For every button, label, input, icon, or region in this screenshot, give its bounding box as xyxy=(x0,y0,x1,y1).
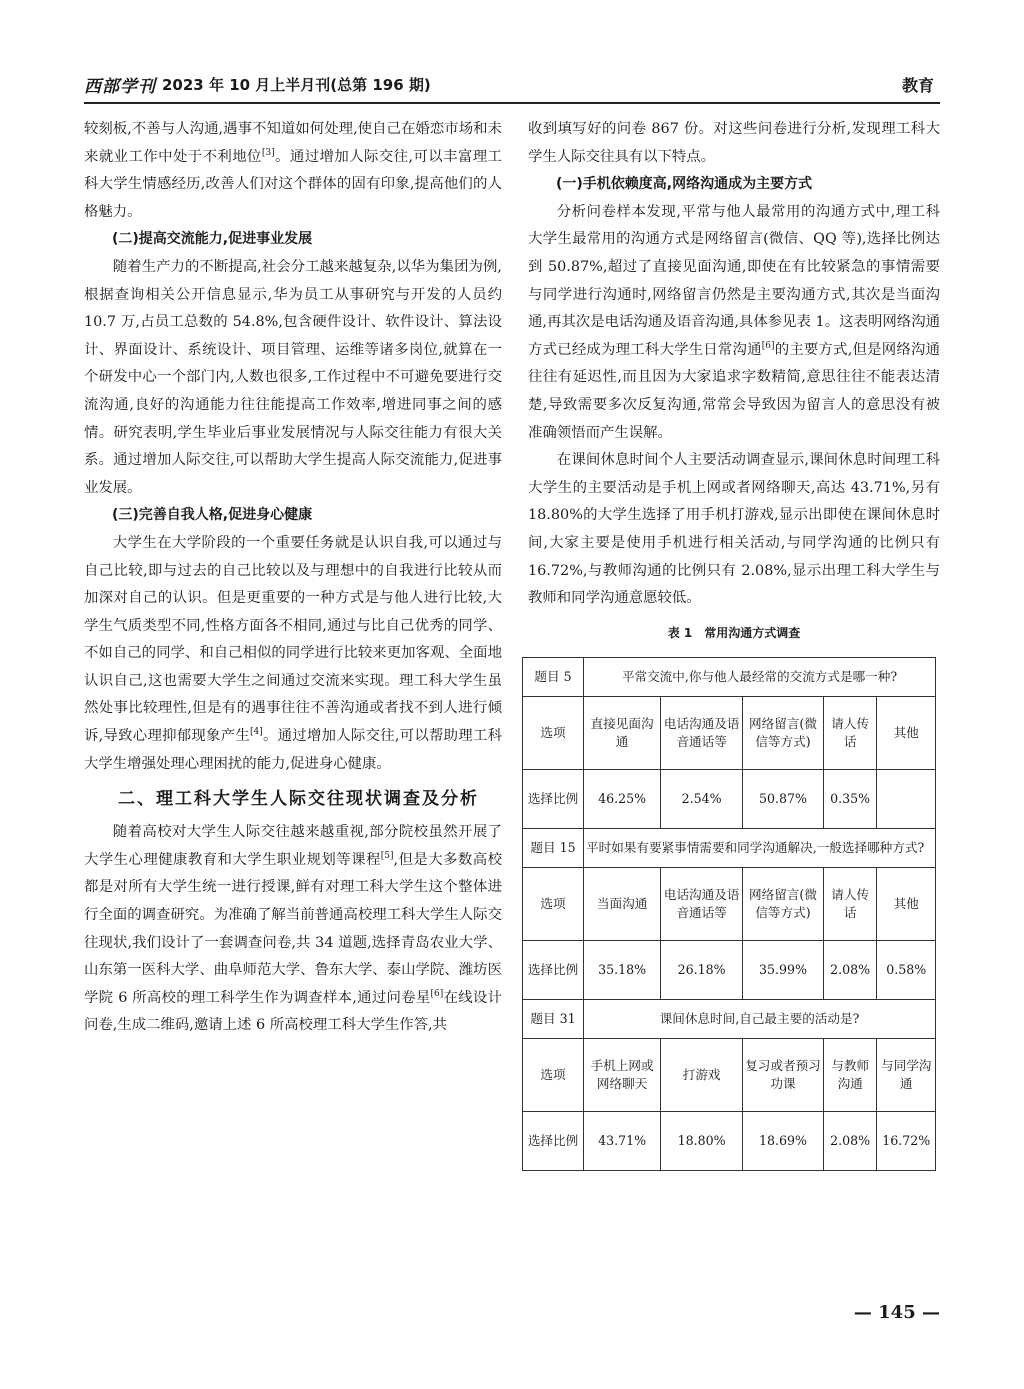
table-cell: 与教师沟通 xyxy=(823,1038,877,1111)
table-cell: 与同学沟通 xyxy=(877,1038,936,1111)
citation: [5] xyxy=(380,851,394,862)
row-label: 选项 xyxy=(523,696,584,769)
table-cell: 26.18% xyxy=(661,940,743,999)
row-label: 选择比例 xyxy=(523,940,584,999)
table-row xyxy=(523,769,936,828)
section-name: 教育 xyxy=(901,76,934,95)
paragraph: 收到填写好的问卷 867 份。对这些问卷进行分析,发现理工科大学生人际交往具有以下特点。 xyxy=(528,121,940,165)
table-cell: 请人传话 xyxy=(823,696,877,769)
row-label: 选择比例 xyxy=(523,1111,584,1170)
survey-table xyxy=(522,657,936,1171)
citation: [3] xyxy=(261,147,275,158)
table-cell: 直接见面沟通 xyxy=(584,696,661,769)
citation: [4] xyxy=(250,727,263,738)
citation: [6] xyxy=(761,340,775,351)
subsection-heading: (二)提高交流能力,促进事业发展 xyxy=(112,231,313,248)
table-cell: 43.71% xyxy=(584,1111,661,1170)
table-cell: 打游戏 xyxy=(661,1038,743,1111)
section-heading: 二、理工科大学生人际交往现状调查及分析 xyxy=(118,789,479,810)
right-column xyxy=(528,116,940,1171)
row-label: 选项 xyxy=(523,1038,584,1111)
paragraph: 随着生产力的不断提高,社会分工越来越复杂,以华为集团为例,根据查询相关公开信息显示,华为员工从事研究与开发的人员约 10.7 万,占员工总数的 54.8%,包含硬件设计、软件设计、算法设计、界面设计、系统设计、项目管理、运维等诸多岗位,就算在一个研发中心一个部门内,人数也很多,工作过程中不可避免要进行交流沟通,良好的沟通能力往往能提高工作效率,增进同事之间的感情。研究表明,学生毕业后事业发展情况与人际交往能力有很大关系。通过增加人际交往,可以帮助大学生提高人际交流能力,促进事业发展。 xyxy=(84,258,502,496)
table-row xyxy=(523,999,936,1038)
table-cell: 电话沟通及语音通话等 xyxy=(661,867,743,940)
question-label: 题目 15 xyxy=(523,828,584,867)
table-cell: 0.58% xyxy=(877,940,936,999)
table-row xyxy=(523,1111,936,1170)
table-cell: 50.87% xyxy=(743,769,824,828)
paragraph: 随着高校对大学生人际交往越来越重视,部分院校虽然开展了大学生心理健康教育和大学生职业规划等课程[5],但是大多数高校都是对所有大学生统一进行授课,鲜有对理工科大学生这个整体进行全面的调查研究。为准确了解当前普通高校理工科大学生人际交往现状,我们设计了一套调查问卷,共 34 道题,选择青岛农业大学、山东第一医科大学、曲阜师范大学、鲁东大学、泰山学院、潍坊医学院 6 所高校的理工科学生作为调查样本,通过问卷星[6]在线设计问卷,生成二维码,邀请上述 6 所高校理工科大学生作答,共 xyxy=(84,824,502,1034)
table-cell: 2.08% xyxy=(823,1111,877,1170)
paragraph: 大学生在大学阶段的一个重要任务就是认识自我,可以通过与自己比较,即与过去的自己比较以及与理想中的自我进行比较从而加深对自己的认识。但是更重要的一种方式是与他人进行比较,大学生气质类型不同,性格方面各不相同,通过与比自己优秀的同学、不如自己的同学、和自己相似的同学进行比较来更加客观、全面地认识自己,这也需要大学生之间通过交流来实现。理工科大学生虽然处事比较理性,但是有的遇事往往不善沟通或者找不到人进行倾诉,导致心理抑郁现象产生[4]。通过增加人际交往,可以帮助理工科大学生增强处理心理困扰的能力,促进身心健康。 xyxy=(84,534,502,772)
table-row xyxy=(523,867,936,940)
issue-info: 2023 年 10 月上半月刊(总第 196 期) xyxy=(162,76,431,94)
question-text: 课间休息时间,自己最主要的活动是? xyxy=(584,999,936,1038)
table-cell: 电话沟通及语音通话等 xyxy=(661,696,743,769)
table-cell: 16.72% xyxy=(877,1111,936,1170)
table-cell: 复习或者预习功课 xyxy=(743,1038,824,1111)
table-cell: 2.08% xyxy=(823,940,877,999)
running-header xyxy=(84,70,940,104)
table-cell: 其他 xyxy=(877,696,936,769)
table-cell: 18.80% xyxy=(661,1111,743,1170)
question-text: 平常交流中,你与他人最经常的交流方式是哪一种? xyxy=(584,657,936,696)
paragraph: 分析问卷样本发现,平常与他人最常用的沟通方式中,理工科大学生最常用的沟通方式是网络留言(微信、QQ 等),选择比例达到 50.87%,超过了直接见面沟通,即使在有比较紧急的事情需要与同学进行沟通时,网络留言仍然是主要沟通方式,其次是当面沟通,再其次是电话沟通及语音沟通,具体参见表 1。这表明网络沟通方式已经成为理工科大学生日常沟通[6]的主要方式,但是网络沟通往往有延迟性,而且因为大家追求字数精简,意思往往不能表达清楚,导致需要多次反复沟通,常常会导致因为留言人的意思没有被准确领悟而产生误解。 xyxy=(528,203,940,441)
row-label: 选择比例 xyxy=(523,769,584,828)
table-row xyxy=(523,696,936,769)
table-cell: 手机上网或网络聊天 xyxy=(584,1038,661,1111)
table-cell: 当面沟通 xyxy=(584,867,661,940)
table-cell: 18.69% xyxy=(743,1111,824,1170)
subsection-heading: (一)手机依赖度高,网络沟通成为主要方式 xyxy=(556,176,813,193)
row-label: 选项 xyxy=(523,867,584,940)
left-column xyxy=(84,116,502,1040)
citation: [6] xyxy=(430,989,444,1000)
page-number: — 145 — xyxy=(853,1302,940,1323)
table-row xyxy=(523,657,936,696)
table-cell: 2.54% xyxy=(661,769,743,828)
table-cell: 网络留言(微信等方式) xyxy=(743,867,824,940)
table-row xyxy=(523,828,936,867)
table-cell: 请人传话 xyxy=(823,867,877,940)
table-cell: 46.25% xyxy=(584,769,661,828)
table-cell: 0.35% xyxy=(823,769,877,828)
paragraph: 在课间休息时间个人主要活动调查显示,课间休息时间理工科大学生的主要活动是手机上网或者网络聊天,高达 43.71%,另有 18.80%的大学生选择了用手机打游戏,显示出即使在课间休息时间,大家主要是使用手机进行相关活动,与同学沟通的比例只有 16.72%,与教师沟通的比例只有 2.08%,显示出理工科大学生与教师和同学沟通意愿较低。 xyxy=(528,452,940,607)
table-caption: 表 1 常用沟通方式调查 xyxy=(667,625,801,640)
table-cell: 其他 xyxy=(877,867,936,940)
table-cell: 网络留言(微信等方式) xyxy=(743,696,824,769)
table-row xyxy=(523,1038,936,1111)
question-label: 题目 5 xyxy=(523,657,584,696)
table-cell: 35.99% xyxy=(743,940,824,999)
subsection-heading: (三)完善自我人格,促进身心健康 xyxy=(112,507,313,524)
journal-logo: 西部学刊 xyxy=(84,77,156,97)
table-cell: 35.18% xyxy=(584,940,661,999)
paragraph: 较刻板,不善与人沟通,遇事不知道如何处理,使自己在婚恋市场和未来就业工作中处于不利地位[3]。通过增加人际交往,可以丰富理工科大学生情感经历,改善人们对这个群体的固有印象,提高他们的人格魅力。 xyxy=(84,121,502,220)
table-cell xyxy=(877,769,936,828)
table-row xyxy=(523,940,936,999)
question-text: 平时如果有要紧事情需要和同学沟通解决,一般选择哪种方式? xyxy=(584,828,936,867)
question-label: 题目 31 xyxy=(523,999,584,1038)
